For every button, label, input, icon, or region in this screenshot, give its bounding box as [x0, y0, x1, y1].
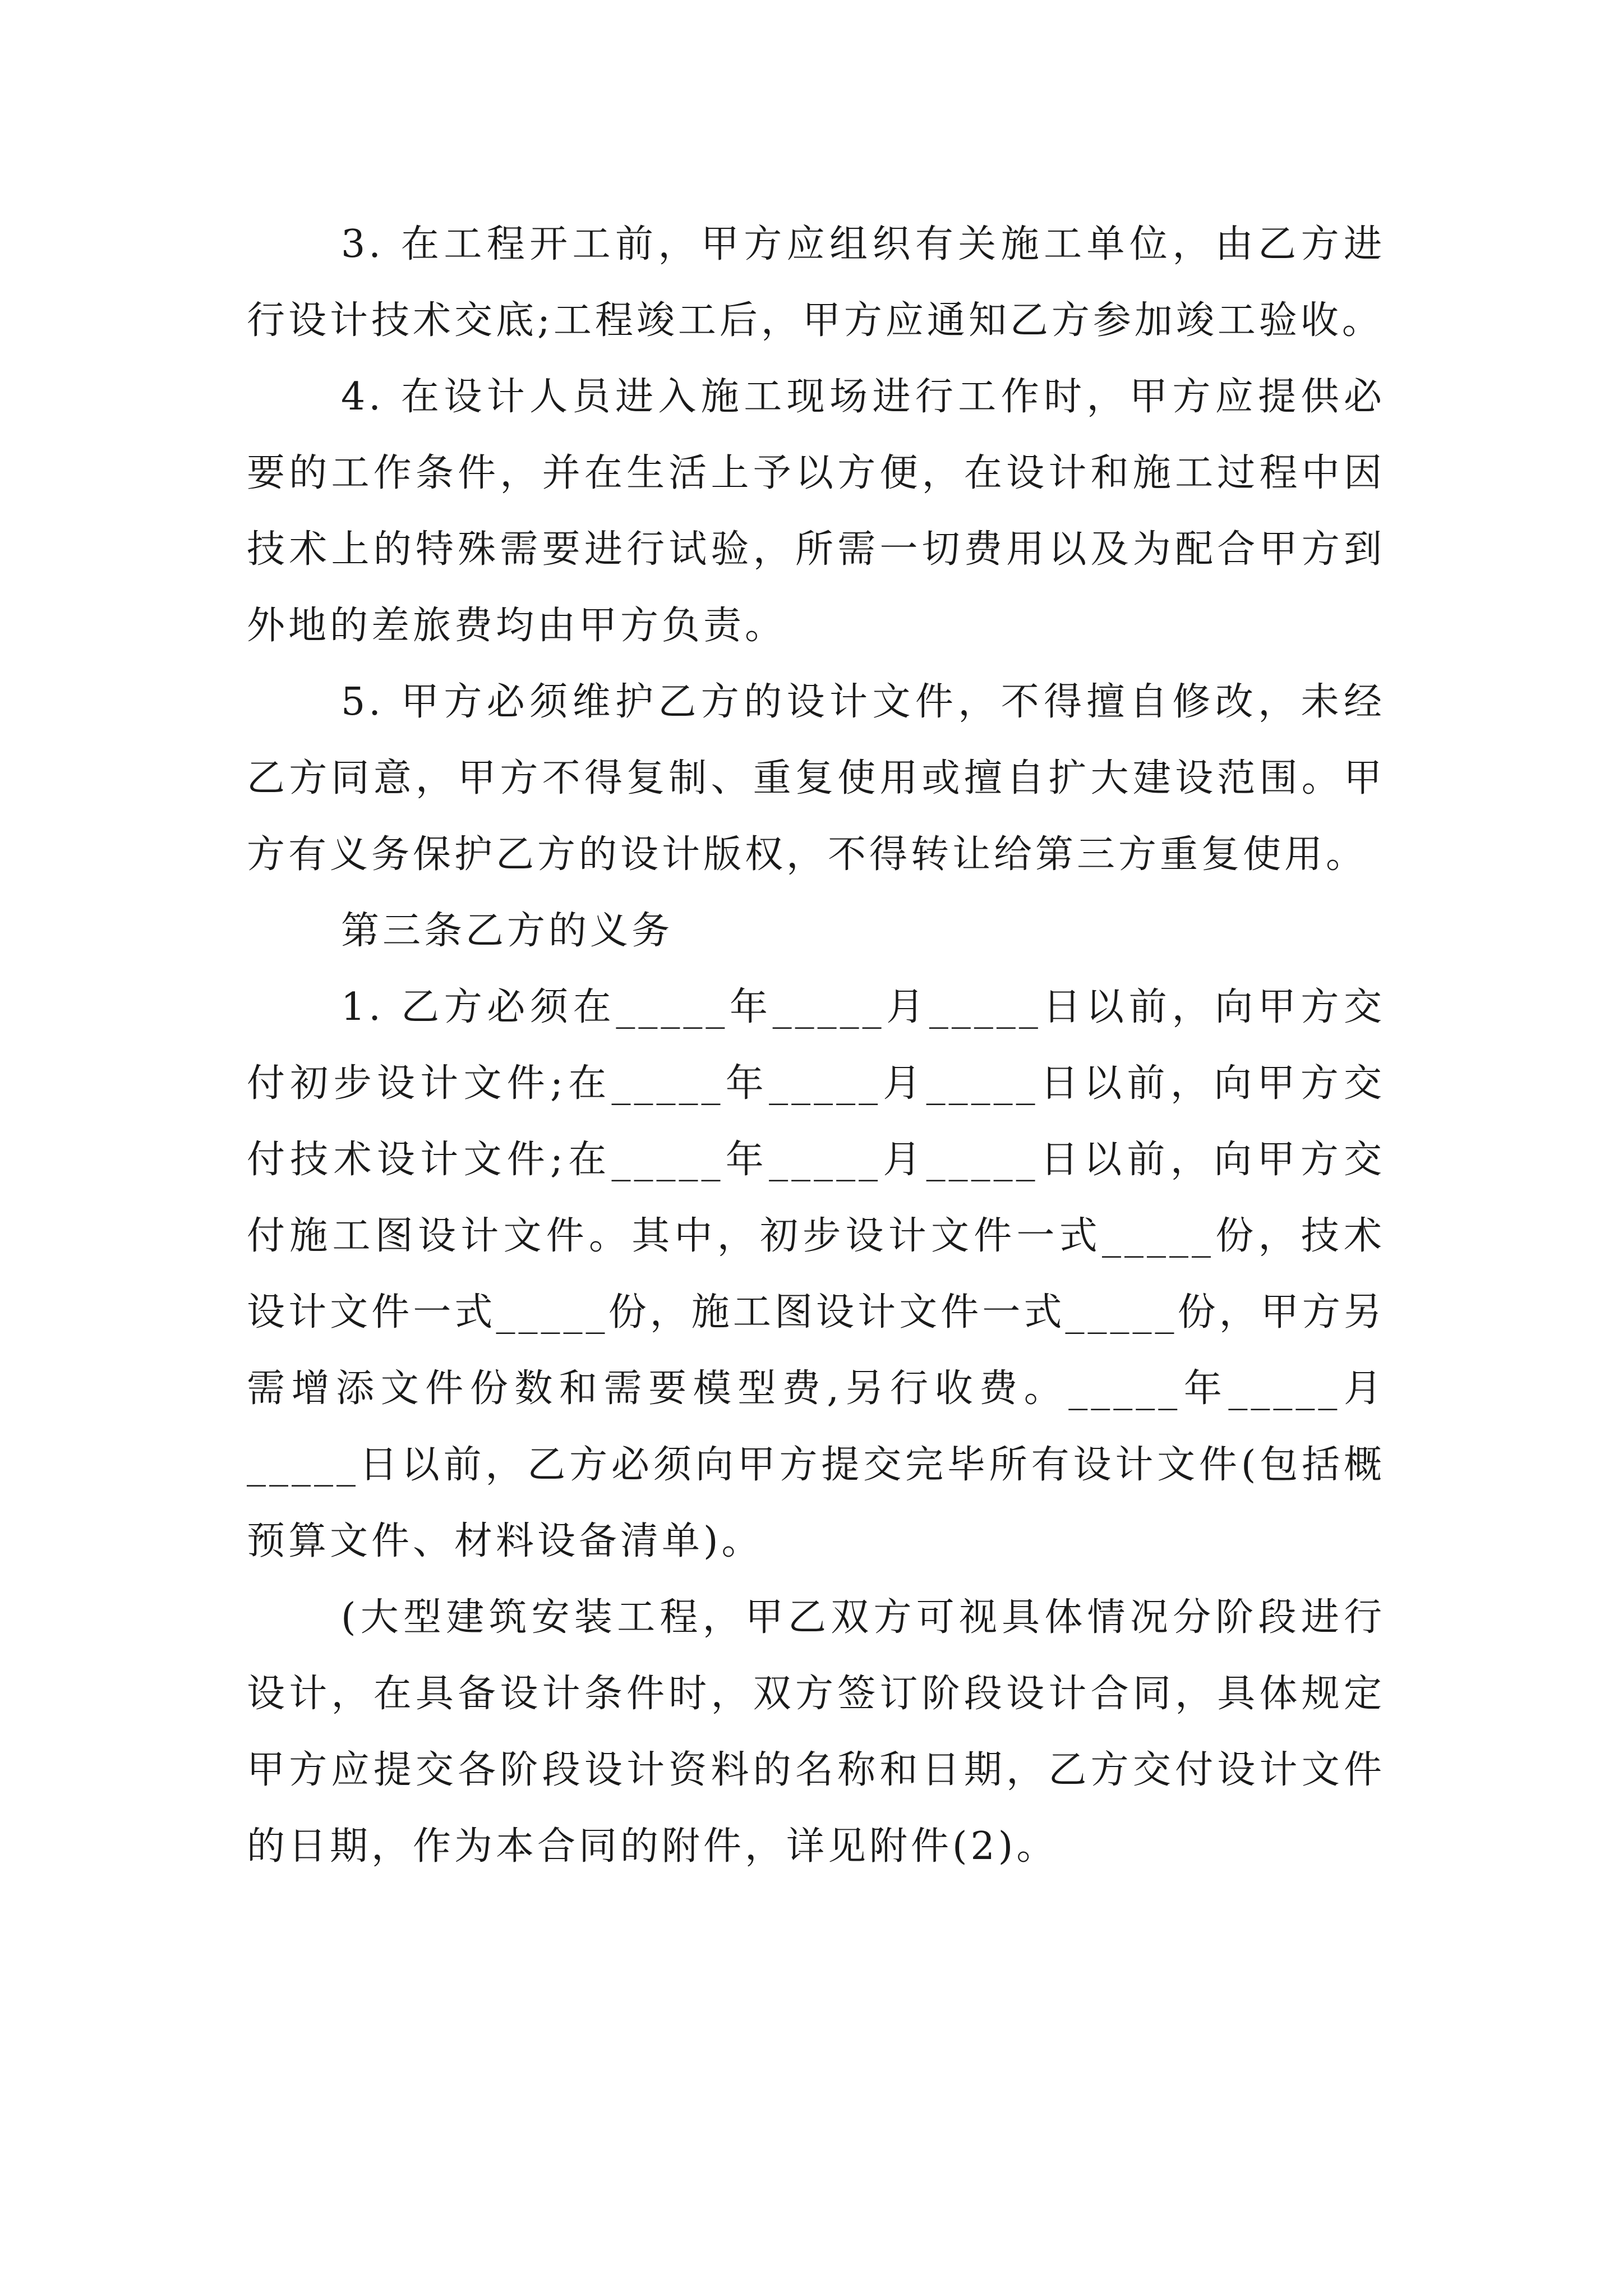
paragraph-clause-5: 5. 甲方必须维护乙方的设计文件，不得擅自修改，未经乙方同意，甲方不得复制、重复使用或擅自扩大建设范围。甲方有义务保护乙方的设计版权，不得转让给第三方重复使用。	[247, 680, 1385, 877]
paragraph-clause-4: 4. 在设计人员进入施工现场进行工作时，甲方应提供必要的工作条件，并在生活上予以方便，在设计和施工过程中因技术上的特殊需要进行试验，所需一切费用以及为配合甲方到外地的差旅费均由甲方负责。	[247, 375, 1385, 648]
paragraph-large-projects-note: (大型建筑安装工程，甲乙双方可视具体情况分阶段进行设计，在具备设计条件时，双方签订阶段设计合同，具体规定甲方应提交各阶段设计资料的名称和日期，乙方交付设计文件的日期，作为本合同的附件，详见附件(2)。	[247, 1595, 1385, 1869]
paragraph-party-b-clause-1: 1. 乙方必须在_____年_____月_____日以前，向甲方交付初步设计文件;在_____年_____月_____日以前，向甲方交付技术设计文件;在_____年_____月_____日以前，向甲方交付施工图设计文件。其中，初步设计文件一式_____份，技术设计文件一式_____份，施工图设计文件一式_____份，甲方另需增添文件份数和需要模型费,另行收费。_____年_____月_____日以前，乙方必须向甲方提交完毕所有设计文件(包括概预算文件、材料设备清单)。	[247, 985, 1385, 1563]
section-heading-article-3: 第三条乙方的义务	[341, 909, 674, 953]
document-body	[247, 206, 1385, 1885]
paragraph-clause-3: 3. 在工程开工前，甲方应组织有关施工单位，由乙方进行设计技术交底;工程竣工后，甲方应通知乙方参加竣工验收。	[247, 222, 1385, 343]
